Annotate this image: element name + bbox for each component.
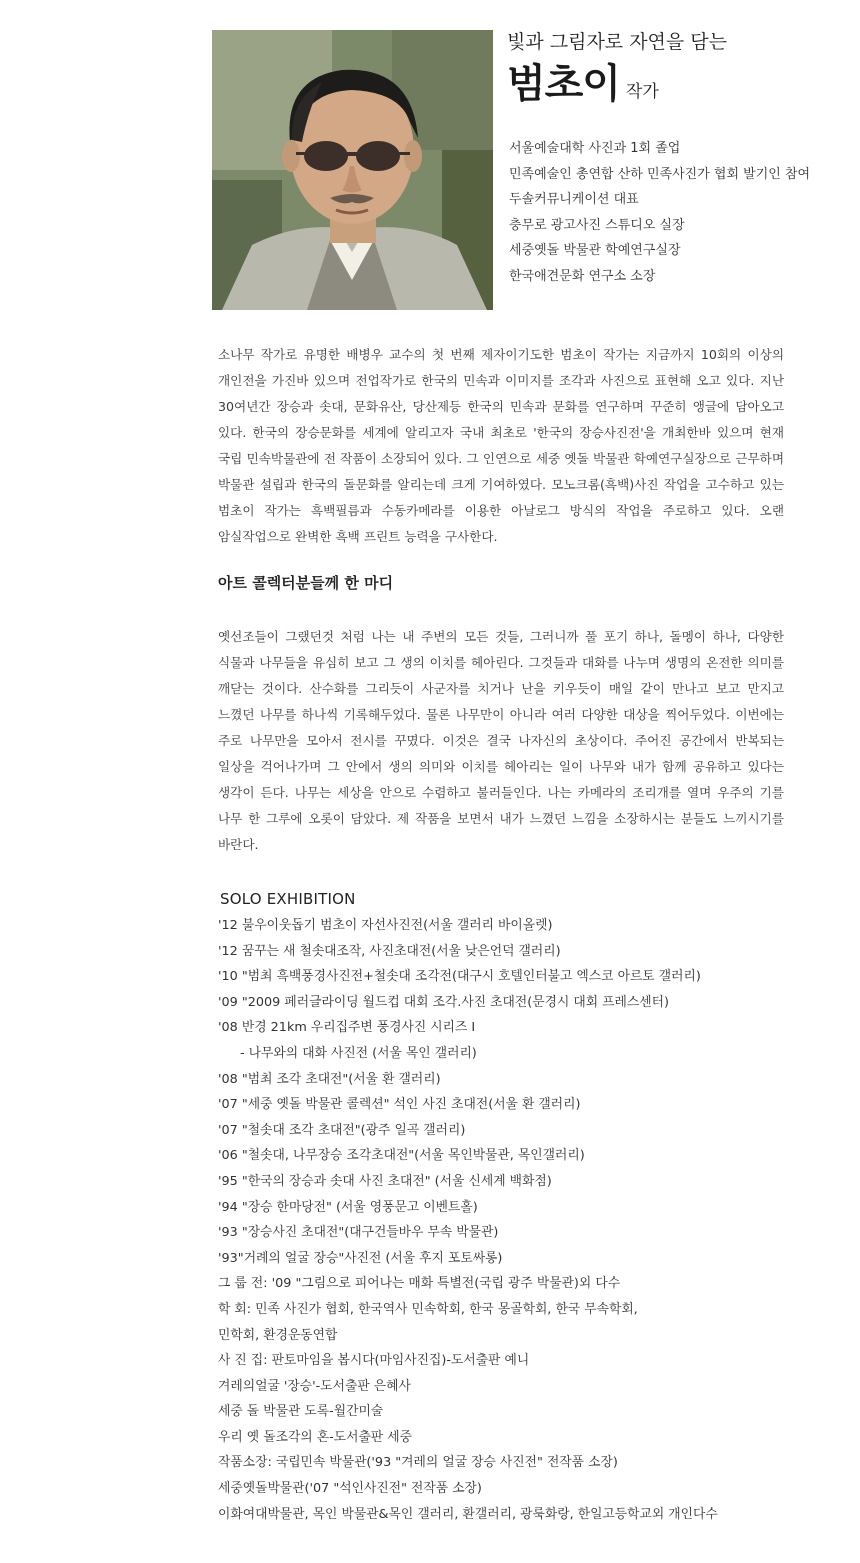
career-item: 충무로 광고사진 스튜디오 실장 [509,217,685,233]
exhibition-item: 겨레의얼굴 '장승'-도서출판 은혜사 [218,1378,411,1394]
artist-role: 작가 [625,82,659,102]
exhibition-item: '09 "2009 페러글라이딩 월드컵 대회 조각.사진 초대전(문경시 대회 프레스센터) [218,994,669,1010]
career-list [509,136,810,289]
exhibition-item: '12 꿈꾸는 새 철솟대조작, 사진초대전(서울 낮은언덕 갤러리) [218,943,561,959]
career-item: 서울예술대학 사진과 1회 졸업 [509,141,681,156]
career-item: 두솔커뮤니케이션 대표 [509,192,639,207]
collector-message: 옛선조들이 그랬던것 처럼 나는 내 주변의 모든 것들, 그러니까 풀 포기 하나, 돌멩이 하나, 다양한 식물과 나무들을 유심히 보고 그 생의 이치를 헤아린다. 그것들과 대화를 나누며 생명의 온전한 의미를 깨닫는 것이다. 산수화를 그리듯이 사군자를 치거나 난을 키우듯이 매일 같이 만나고 보고 만지고 느꼈던 나무를 하나씩 기록해두었다. 물론 나무만이 아니라 여러 다양한 대상을 찍어두었다. 이번에는 주로 나무만을 모아서 전시를 꾸몄다. 이것은 결국 나자신의 초상이다. 주어진 공간에서 반복되는 일상을 걱어나가며 그 안에서 생의 의미와 이치를 헤아리는 일이 나무와 내가 함께 공유하고 있다는 생각이 든다. 나무는 세상을 안으로 수렴하고 불러들인다. 나는 카메라의 조리개를 열며 우주의 기를 나무 한 그루에 오롯이 담았다. 제 작품을 보면서 내가 느꼈던 느낌을 소장하시는 분들도 느끼시기를 바란다. [218,629,784,852]
artist-portrait-photo [212,30,493,310]
artist-tagline: 빛과 그림자로 자연을 담는 [507,31,728,53]
exhibition-item: 그 룹 전: '09 "그림으로 피어나는 매화 특별전(국립 광주 박물관)외 다수 [218,1276,621,1292]
exhibition-item: 이화여대박물관, 목인 박물관&목인 갤러리, 환갤러리, 광룩화랑, 한일고등학교외 개인다수 [218,1506,718,1522]
solo-exhibition-list [218,913,718,1527]
artist-biography: 소나무 작가로 유명한 배병우 교수의 첫 번째 제자이기도한 범초이 작가는 지금까지 10회의 이상의 개인전을 가진바 있으며 전업작가로 한국의 민속과 이미지를 조각과 사진으로 표현해 오고 있다. 지난 30여년간 장승과 솟대, 문화유산, 당산제등 한국의 민속과 문화를 연구하며 꾸준히 앵글에 담아오고 있다. 한국의 장승문화를 세계에 알리고자 국내 최초로 '한국의 장승사진전'을 개최한바 있으며 현재 국립 민속박물관에 전 작품이 소장되어 있다. 그 인연으로 세중 옛돌 박물관 학예연구실장으로 근무하며 박물관 설립과 한국의 돌문화를 알리는데 크게 기여하였다. 모노크롬(흑백)사진 작업을 고수하고 있는 범초이 작가는 흑백필름과 수동카메라를 이용한 아날로그 방식의 작업을 주로하고 있다. 오랜 암실작업으로 완벽한 흑백 프린트 능력을 구사한다. [218,347,784,544]
exhibition-item: 학 회: 민족 사진가 협회, 한국역사 민속학회, 한국 몽골학회, 한국 무속학회, [218,1301,638,1317]
exhibition-item: '07 "철솟대 조각 초대전"(광주 일곡 갤러리) [218,1122,466,1138]
career-item: 세중옛돌 박물관 학예연구실장 [509,243,681,258]
artist-name-row [507,62,847,114]
exhibition-item: 민학회, 환경운동연합 [218,1327,338,1343]
exhibition-item: '95 "한국의 장승과 솟대 사진 초대전" (서울 신세계 백화점) [218,1173,552,1189]
artist-header [507,30,847,114]
solo-exhibition-title: SOLO EXHIBITION [220,890,356,908]
collector-section-title: 아트 콜렉터분들께 한 마디 [218,574,394,592]
exhibition-item: '07 "세중 옛돌 박물관 콜렉션" 석인 사진 초대전(서울 환 갤러리) [218,1097,581,1113]
exhibition-item: 사 진 집: 판토마임을 봅시다(마임사진집)-도서출판 예니 [218,1353,530,1369]
exhibition-item: '93 "장승사진 초대전"(대구건들바우 무속 박물관) [218,1225,499,1241]
exhibition-item: '94 "장승 한마당전" (서울 영풍문고 이벤트홀) [218,1199,478,1215]
career-item: 민족예술인 총연합 산하 민족사진가 협회 발기인 참여 [509,166,811,182]
exhibition-item: - 나무와의 대화 사진전 (서울 목인 갤러리) [240,1045,477,1061]
exhibition-item: '10 "범최 흑백풍경사진전+철솟대 조각전(대구시 호텔인터불고 엑스코 아르토 갤러리) [218,969,701,985]
exhibition-item: 작품소장: 국립민속 박물관('93 "겨레의 얼굴 장승 사진전" 전작품 소장) [218,1455,618,1471]
exhibition-item: 세중 돌 박물관 도록-월간미술 [218,1404,384,1420]
exhibition-item: 세중옛돌박물관('07 "석인사진전" 전작품 소장) [218,1481,482,1497]
career-item: 한국애견문화 연구소 소장 [509,268,656,284]
exhibition-item: '08 "범최 조각 초대전"(서울 환 갤러리) [218,1071,441,1087]
exhibition-item: '93"거례의 얼굴 장승"사진전 (서울 후지 포토싸롱) [218,1250,503,1266]
artist-name: 범초이 [507,61,620,107]
exhibition-item: '08 반경 21km 우리집주변 풍경사진 시리즈 Ⅰ [218,1020,476,1036]
exhibition-item: '06 "철솟대, 나무장승 조각초대전"(서울 목인박물관, 목인갤러리) [218,1148,585,1164]
exhibition-item: 우리 옛 돌조각의 혼-도서출판 세중 [218,1429,412,1445]
exhibition-item: '12 불우이웃돕기 범초이 자선사진전(서울 갤러리 바이올렛) [218,918,553,933]
